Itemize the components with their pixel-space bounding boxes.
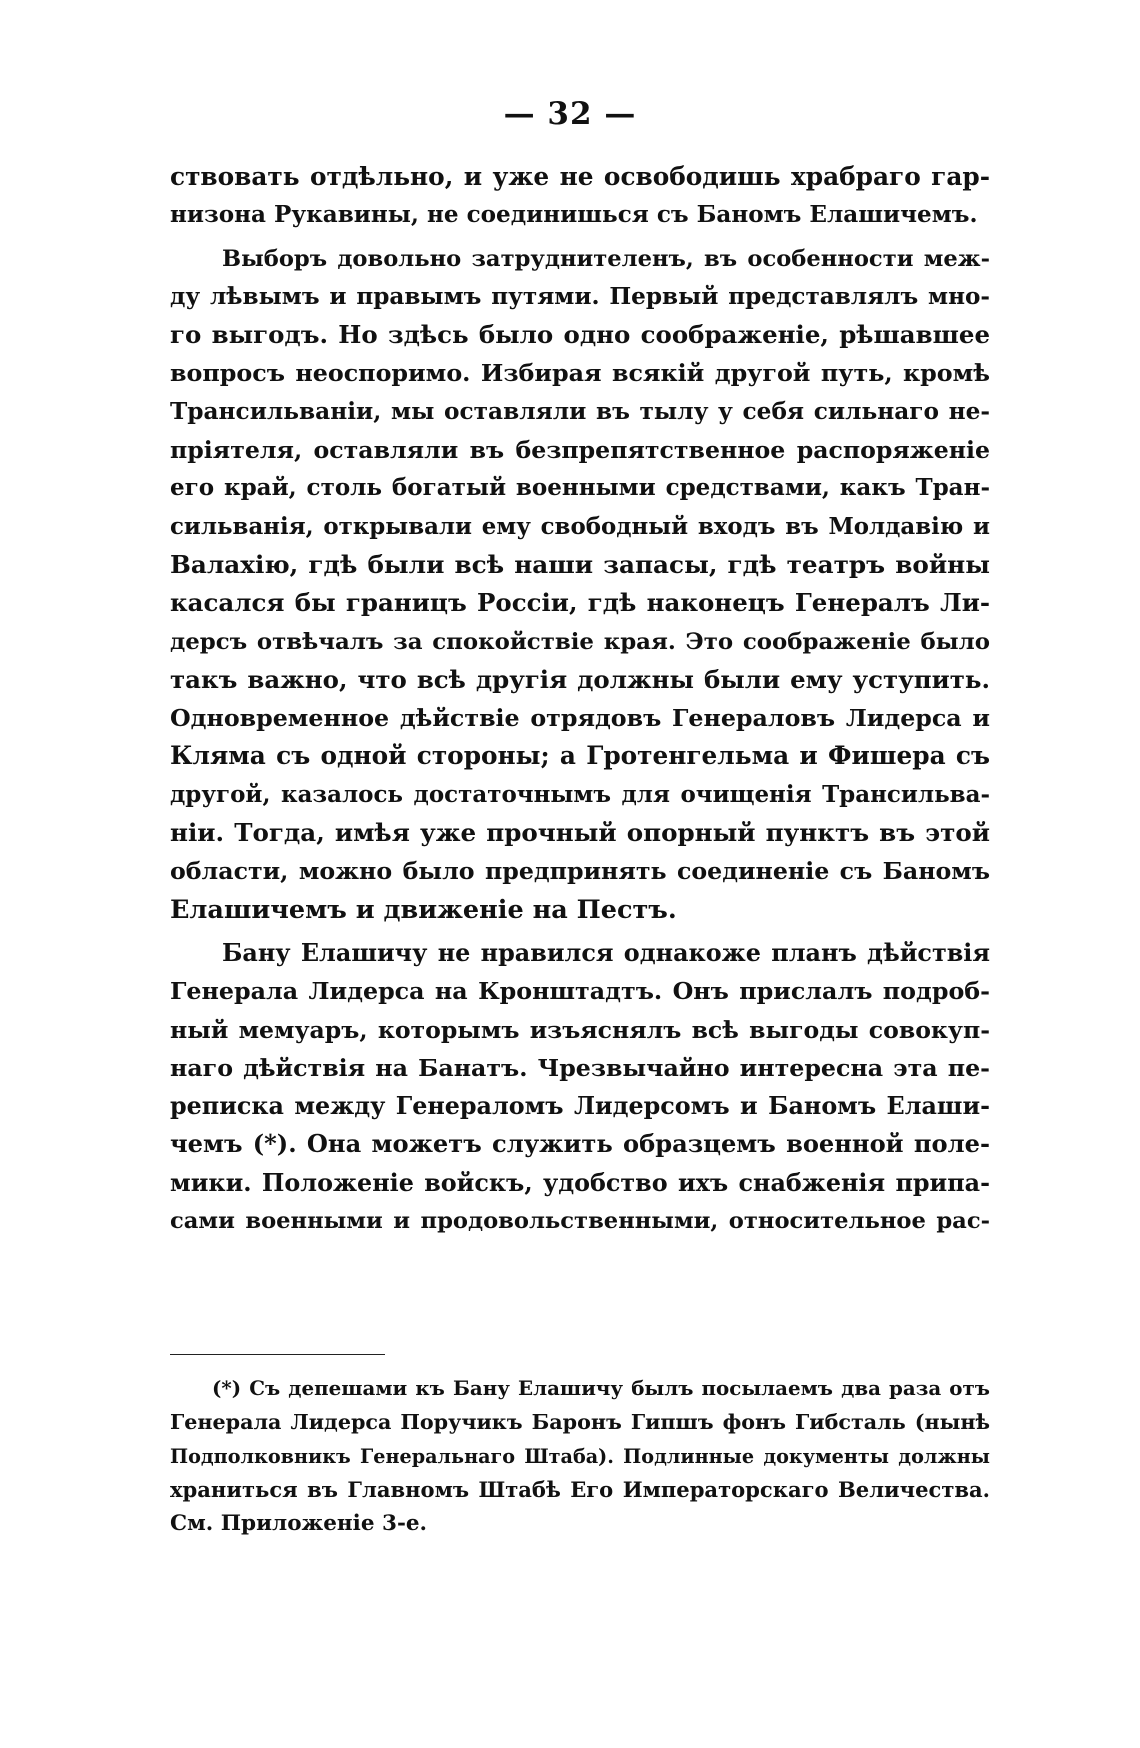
footnote-line: Генерала Лидерса Поручикъ Баронъ Гипшъ фонъ Гибсталь (нынѣ bbox=[170, 1409, 990, 1434]
text-line: другой, казалось достаточнымъ для очищенія Трансильва- bbox=[170, 780, 990, 808]
text-line: чемъ (*). Она можетъ служить образцемъ военной поле- bbox=[170, 1129, 990, 1159]
text-line: ный мемуаръ, которымъ изъяснялъ всѣ выгоды совокуп- bbox=[170, 1015, 990, 1044]
text-line: сильванія, открывали ему свободный входъ въ Молдавію и bbox=[170, 513, 990, 540]
text-line: Выборъ довольно затруднителенъ, въ особенности меж- bbox=[222, 245, 990, 272]
text-line: ствовать отдѣльно, и уже не освободишь храбраго гар- bbox=[170, 162, 990, 191]
text-line: ніи. Тогда, имѣя уже прочный опорный пунктъ въ этой bbox=[170, 818, 990, 848]
text-line: области, можно было предпринять соединеніе съ Баномъ bbox=[170, 857, 990, 886]
main-text bbox=[170, 158, 990, 1240]
text-line: Елашичемъ и движеніе на Пестъ. bbox=[170, 894, 677, 925]
text-line: Валахію, гдѣ были всѣ наши запасы, гдѣ театръ войны bbox=[170, 549, 990, 579]
text-line: Бану Елашичу не нравился однакоже планъ дѣйствія bbox=[222, 938, 990, 967]
text-line: касался бы границъ Россіи, гдѣ наконецъ Генералъ Ли- bbox=[170, 588, 990, 618]
text-line: низона Рукавины, не соединишься съ Баномъ Елашичемъ. bbox=[170, 201, 978, 229]
footnote-line: См. Приложеніе 3-е. bbox=[170, 1511, 428, 1537]
footnote-line: храниться въ Главномъ Штабѣ Его Императорскаго Величества. bbox=[170, 1477, 990, 1503]
text-line: пріятеля, оставляли въ безпрепятственное распоряженіе bbox=[170, 436, 990, 465]
paragraph bbox=[170, 240, 990, 929]
footnote-divider bbox=[170, 1354, 385, 1355]
text-line: Одновременное дѣйствіе отрядовъ Генераловъ Лидерса и bbox=[170, 704, 990, 733]
text-line: такъ важно, что всѣ другія должны были ему уступить. bbox=[170, 664, 990, 694]
text-line: Кляма съ одной стороны; а Гротенгельма и Фишера съ bbox=[170, 741, 990, 771]
text-line: го выгодъ. Но здѣсь было одно соображеніе, рѣшавшее bbox=[170, 320, 990, 350]
text-line: мики. Положеніе войскъ, удобство ихъ снабженія припа- bbox=[170, 1168, 990, 1197]
footnote bbox=[170, 1372, 990, 1541]
text-line: Генерала Лидерса на Кронштадтъ. Онъ прислалъ подроб- bbox=[170, 977, 990, 1006]
text-line: его край, столь богатый военными средствами, какъ Тран- bbox=[170, 474, 990, 502]
text-line: ду лѣвымъ и правымъ путями. Первый представлялъ мно- bbox=[170, 282, 990, 310]
text-line: реписка между Генераломъ Лидерсомъ и Баномъ Елаши- bbox=[170, 1092, 990, 1121]
footnote-line: (*) Съ депешами къ Бану Елашичу былъ посылаемъ два раза отъ bbox=[212, 1376, 990, 1400]
text-line: Трансильваніи, мы оставляли въ тылу у себя сильнаго не- bbox=[170, 397, 990, 425]
footnote-line: Подполковникъ Генеральнаго Штаба). Подлинные документы должны bbox=[170, 1444, 990, 1468]
text-line: вопросъ неоспоримо. Избирая всякій другой путь, кромѣ bbox=[170, 359, 990, 388]
text-line: сами военными и продовольственными, относительное рас- bbox=[170, 1208, 990, 1235]
text-line: наго дѣйствія на Банатъ. Чрезвычайно интересна эта пе- bbox=[170, 1053, 990, 1082]
page-number: — 32 — bbox=[503, 96, 637, 132]
text-line: дерсъ отвѣчалъ за спокойствіе края. Это соображеніе было bbox=[170, 628, 990, 655]
paragraph bbox=[170, 934, 990, 1240]
paragraph bbox=[170, 158, 990, 235]
